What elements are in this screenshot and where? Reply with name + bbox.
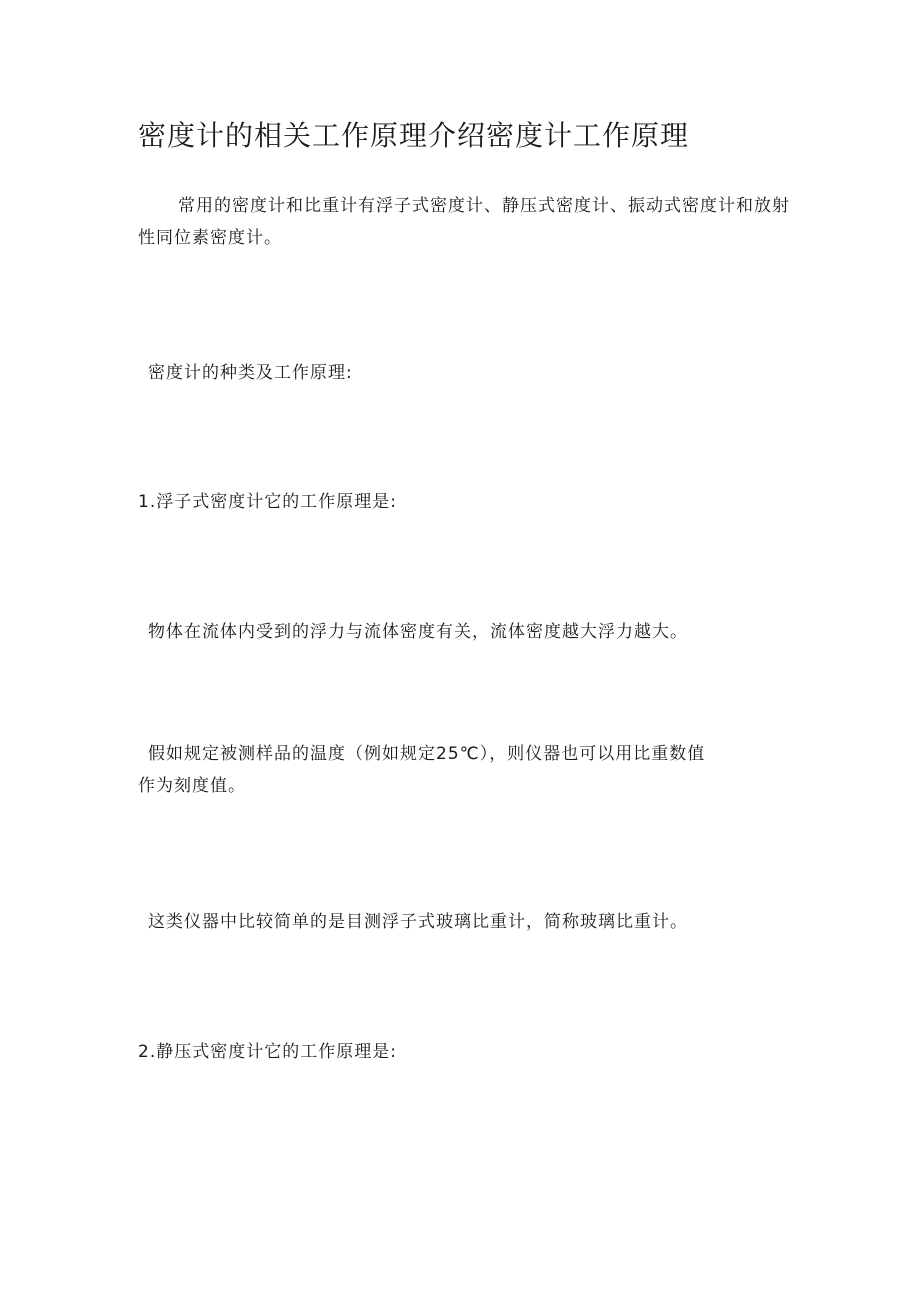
- document-title: 密度计的相关工作原理介绍密度计工作原理: [138, 119, 690, 152]
- temperature-paragraph-line-1: 假如规定被测样品的温度（例如规定25℃），则仪器也可以用比重数值: [148, 744, 706, 764]
- section-2-heading: 2.静压式密度计它的工作原理是:: [138, 1042, 397, 1062]
- glass-hydrometer-paragraph: 这类仪器中比较简单的是目测浮子式玻璃比重计，简称玻璃比重计。: [148, 912, 688, 932]
- buoyancy-paragraph: 物体在流体内受到的浮力与流体密度有关，流体密度越大浮力越大。: [148, 622, 688, 642]
- temperature-paragraph-line-2: 作为刻度值。: [138, 776, 246, 796]
- section-1-heading: 1.浮子式密度计它的工作原理是:: [138, 492, 397, 512]
- temperature-paragraph: [138, 738, 808, 802]
- kinds-heading: 密度计的种类及工作原理:: [148, 363, 353, 383]
- intro-paragraph: 常用的密度计和比重计有浮子式密度计、静压式密度计、振动式密度计和放射性同位素密度计。: [138, 196, 790, 248]
